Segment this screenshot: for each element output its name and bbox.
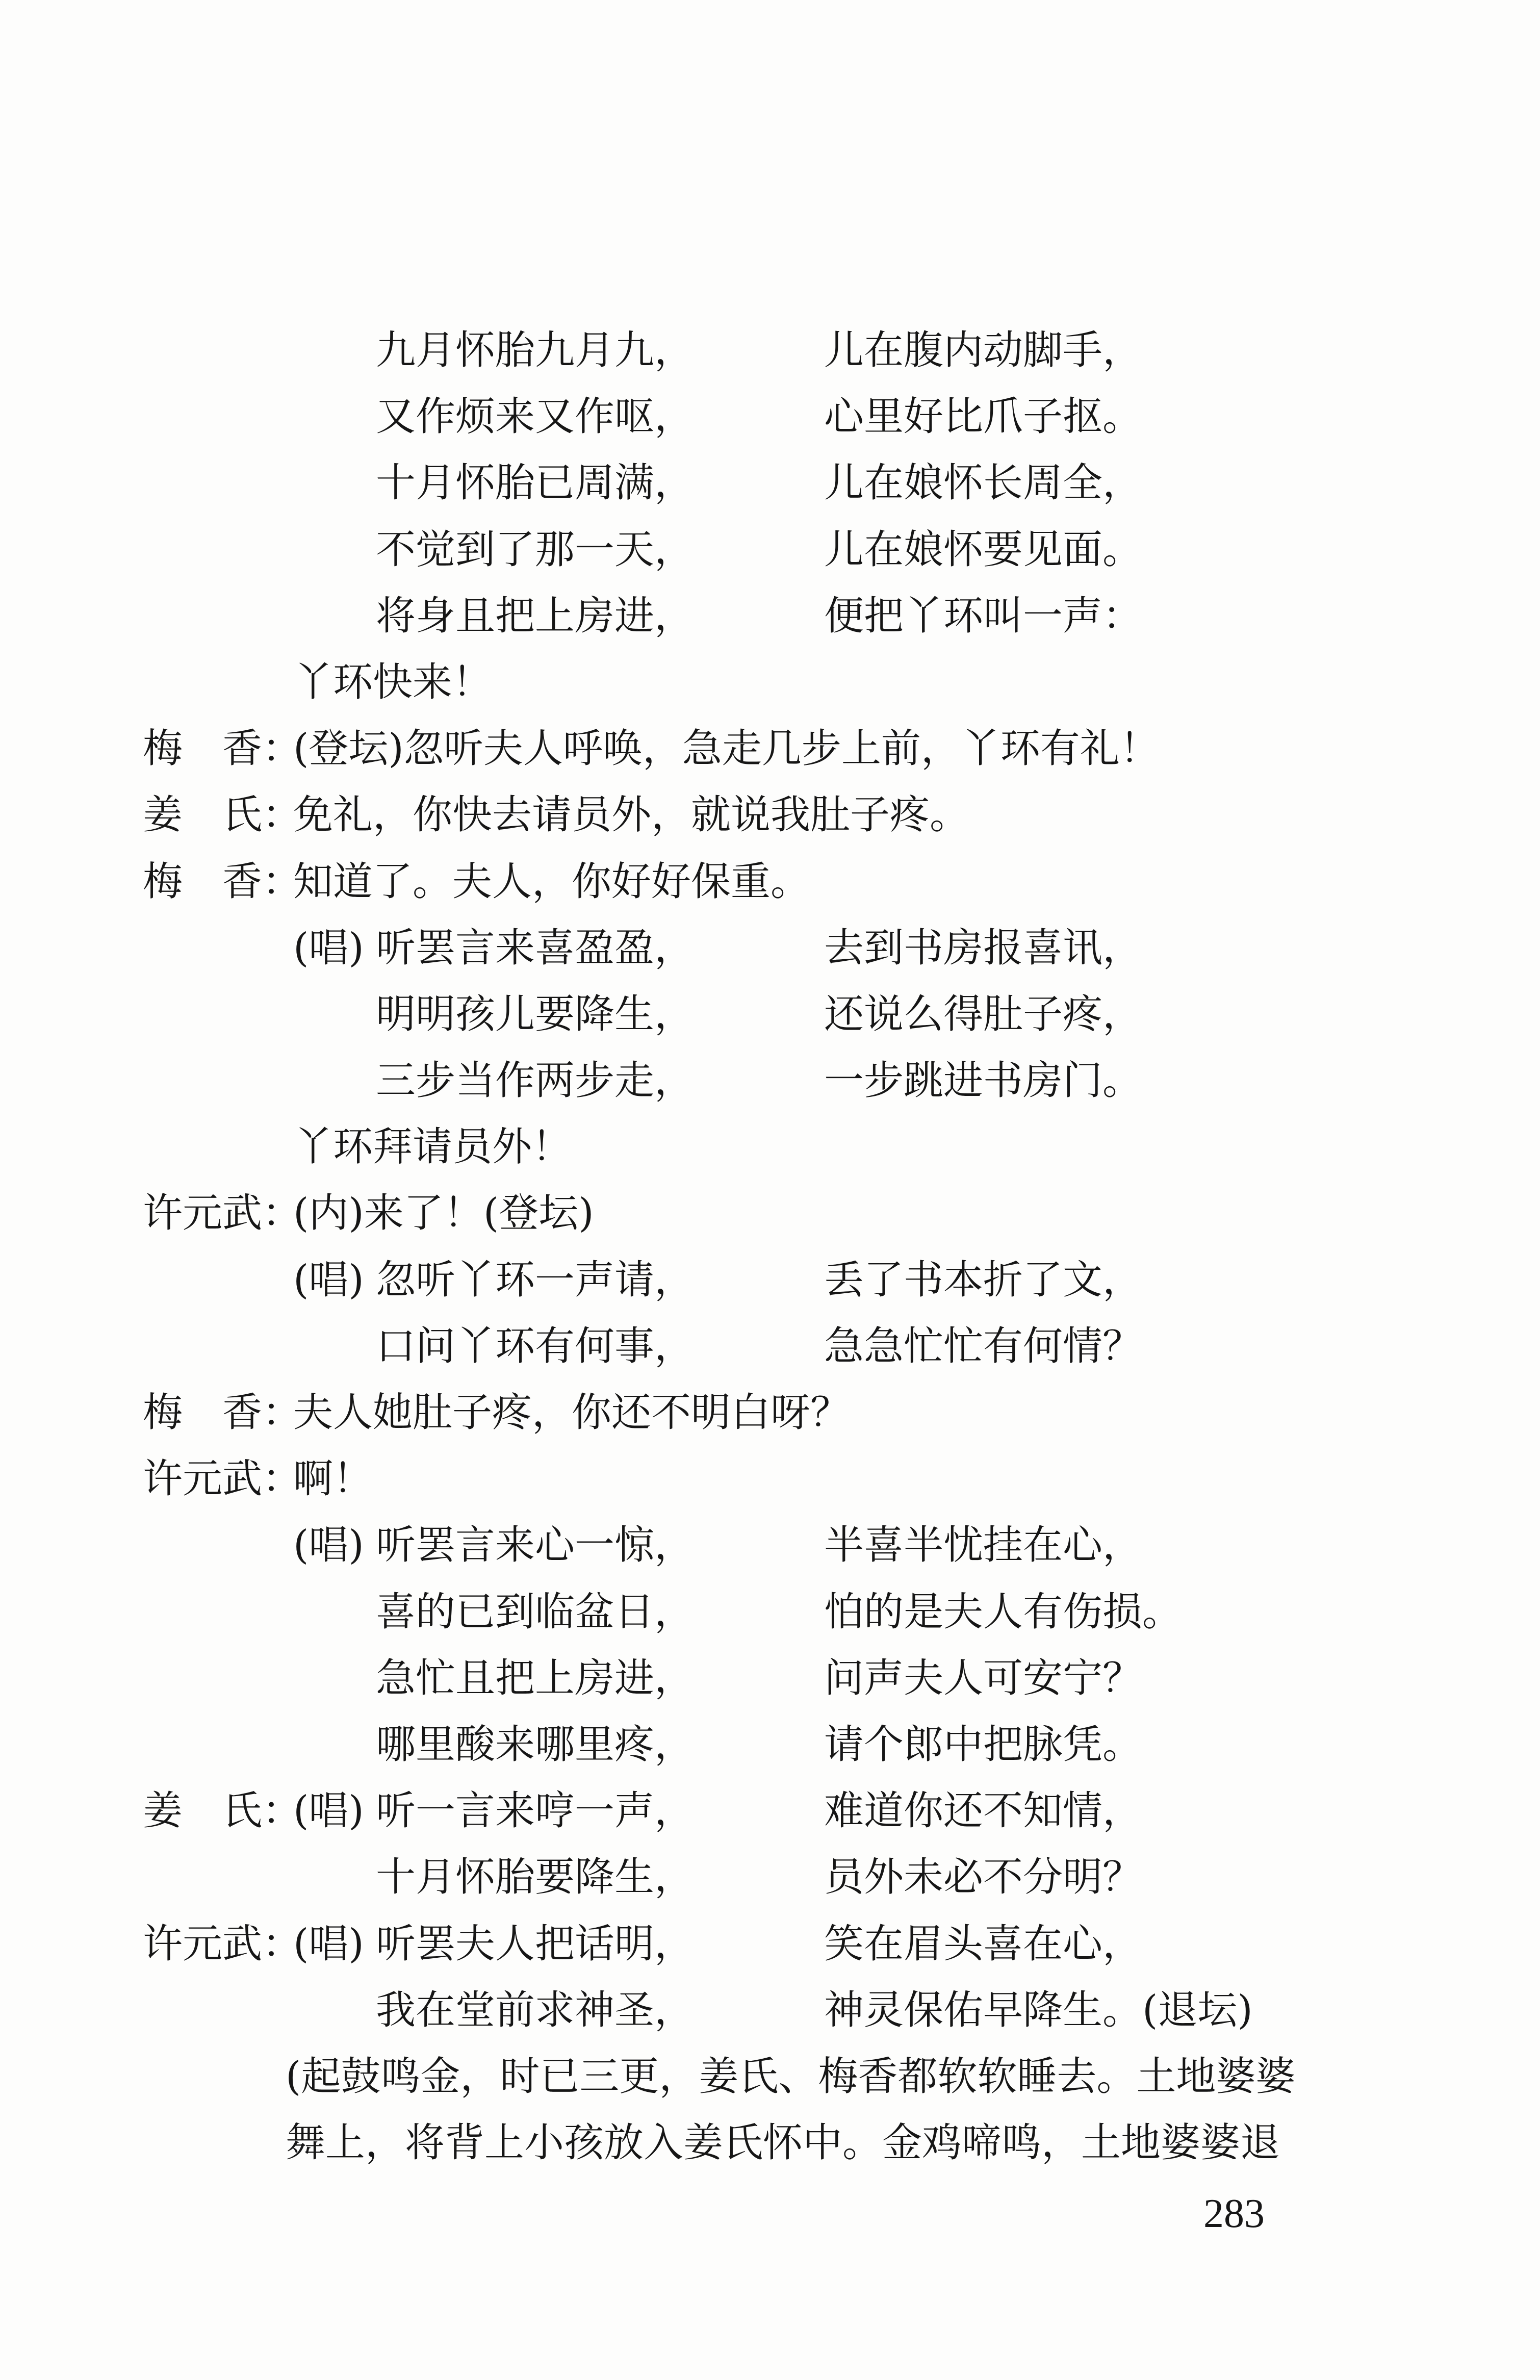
dialogue-text: 啊！: [293, 1456, 373, 1502]
verse-second-half: 心里好比爪子抠。: [824, 394, 1143, 440]
verse-line: [0, 517, 1540, 583]
verse-first-half: 不觉到了那一天，: [376, 526, 695, 573]
stage-direction-line: [0, 2110, 1540, 2176]
sung-line: [0, 1512, 1540, 1578]
spoken-line: [0, 1114, 1540, 1180]
verse-first-half: 三步当作两步走，: [376, 1058, 695, 1104]
verse-second-half: 儿在娘怀要见面。: [824, 526, 1143, 573]
verse-line: [0, 383, 1540, 450]
dialogue-text: (登坛)忽听夫人呼唤，急走几步上前，丫环有礼！: [293, 726, 1160, 772]
dialogue-line: [0, 782, 1540, 848]
page-number: 283: [1203, 2191, 1265, 2236]
verse-second-half: 员外未必不分明？: [824, 1854, 1143, 1901]
verse-second-half: 神灵保佑早降生。(退坛): [824, 1987, 1253, 2033]
verse-second-half: 丢了书本折了文，: [824, 1257, 1143, 1303]
verse-second-half: 一步跳进书房门。: [824, 1058, 1143, 1104]
verse-line: [0, 1711, 1540, 1778]
speaker-name: 梅 香：: [143, 1390, 302, 1436]
verse-second-half: 笑在眉头喜在心，: [824, 1921, 1143, 1967]
verse-first-half: 听一言来哼一声，: [376, 1788, 695, 1834]
verse-line: [0, 1645, 1540, 1711]
verse-second-half: 难道你还不知情，: [824, 1788, 1143, 1834]
sung-dialogue-line: [0, 1911, 1540, 1977]
stage-direction: (起鼓鸣金，时已三更，姜氏、梅香都软软睡去。土地婆婆: [286, 2053, 1296, 2100]
verse-second-half: 便把丫环叫一声：: [824, 593, 1143, 639]
spoken-text: 丫环快来！: [293, 659, 493, 705]
verse-first-half: 九月怀胎九月九，: [376, 327, 695, 373]
sung-line: [0, 1247, 1540, 1313]
verse-first-half: 听罢言来心一惊，: [376, 1522, 695, 1569]
verse-line: [0, 583, 1540, 649]
dialogue-line: [0, 1379, 1540, 1446]
verse-first-half: 我在堂前求神圣，: [376, 1987, 695, 2033]
verse-second-half: 还说么得肚子疼，: [824, 991, 1143, 1037]
dialogue-text: (内)来了！(登坛): [293, 1190, 594, 1237]
verse-second-half: 问声夫人可安宁？: [824, 1655, 1143, 1701]
sung-cue: (唱): [293, 1788, 364, 1834]
verse-second-half: 半喜半忧挂在心，: [824, 1522, 1143, 1569]
verse-first-half: 十月怀胎已周满，: [376, 460, 695, 506]
dialogue-line: [0, 1446, 1540, 1512]
verse-second-half: 儿在腹内动脚手，: [824, 327, 1143, 373]
sung-cue: (唱): [293, 1921, 364, 1967]
verse-first-half: 听罢言来喜盈盈，: [376, 925, 695, 971]
script-body: [0, 317, 1540, 2176]
speaker-name: 许元武：: [143, 1921, 302, 1967]
verse-first-half: 将身且把上房进，: [376, 593, 695, 639]
verse-line: [0, 1844, 1540, 1910]
verse-first-half: 口问丫环有何事，: [376, 1323, 695, 1369]
verse-line: [0, 981, 1540, 1047]
verse-first-half: 又作烦来又作呕，: [376, 394, 695, 440]
verse-first-half: 听罢夫人把话明，: [376, 1921, 695, 1967]
sung-cue: (唱): [293, 925, 364, 971]
verse-line: [0, 317, 1540, 383]
verse-second-half: 去到书房报喜讯，: [824, 925, 1143, 971]
verse-first-half: 忽听丫环一声请，: [376, 1257, 695, 1303]
speaker-name: 姜 氏：: [143, 792, 302, 838]
sung-cue: (唱): [293, 1522, 364, 1569]
verse-first-half: 急忙且把上房进，: [376, 1655, 695, 1701]
speaker-name: 姜 氏：: [143, 1788, 302, 1834]
verse-line: [0, 1579, 1540, 1645]
dialogue-line: [0, 715, 1540, 782]
dialogue-text: 知道了。夫人，你好好保重。: [293, 858, 811, 905]
verse-second-half: 儿在娘怀长周全，: [824, 460, 1143, 506]
dialogue-line: [0, 1180, 1540, 1246]
dialogue-text: 夫人她肚子疼，你还不明白呀？: [293, 1390, 851, 1436]
spoken-text: 丫环拜请员外！: [293, 1124, 572, 1170]
stage-direction: 舞上，将背上小孩放入姜氏怀中。金鸡啼鸣，土地婆婆退: [286, 2120, 1280, 2166]
stage-direction-line: [0, 2043, 1540, 2110]
verse-second-half: 请个郎中把脉凭。: [824, 1721, 1143, 1768]
verse-line: [0, 1313, 1540, 1379]
verse-first-half: 哪里酸来哪里疼，: [376, 1721, 695, 1768]
sung-cue: (唱): [293, 1257, 364, 1303]
spoken-line: [0, 649, 1540, 715]
verse-line: [0, 1047, 1540, 1114]
dialogue-line: [0, 849, 1540, 915]
speaker-name: 梅 香：: [143, 726, 302, 772]
verse-first-half: 十月怀胎要降生，: [376, 1854, 695, 1901]
dialogue-text: 免礼，你快去请员外，就说我肚子疼。: [293, 792, 970, 838]
verse-line: [0, 1977, 1540, 2043]
speaker-name: 许元武：: [143, 1190, 302, 1237]
sung-dialogue-line: [0, 1778, 1540, 1844]
verse-first-half: 喜的已到临盆日，: [376, 1589, 695, 1635]
verse-second-half: 急急忙忙有何情？: [824, 1323, 1143, 1369]
verse-first-half: 明明孩儿要降生，: [376, 991, 695, 1037]
sung-line: [0, 915, 1540, 981]
speaker-name: 梅 香：: [143, 858, 302, 905]
verse-line: [0, 450, 1540, 516]
verse-second-half: 怕的是夫人有伤损。: [824, 1589, 1183, 1635]
speaker-name: 许元武：: [143, 1456, 302, 1502]
